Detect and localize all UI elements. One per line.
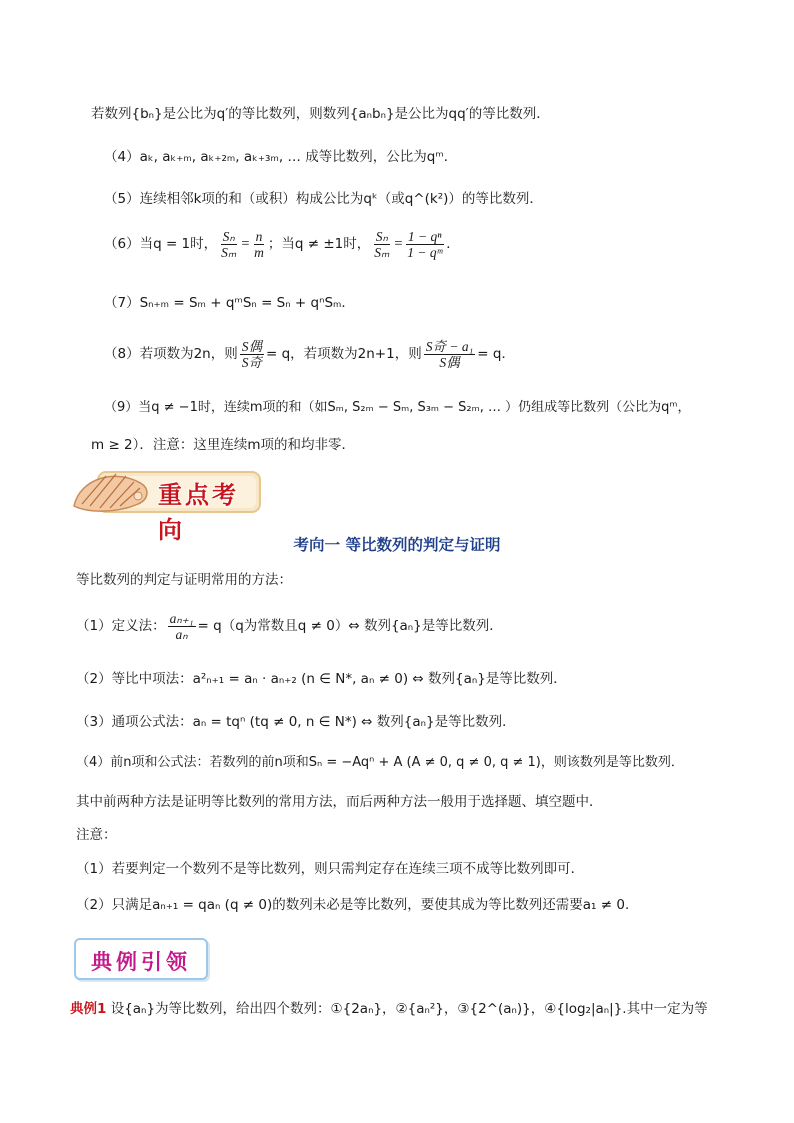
example-1-text: 设{aₙ}为等比数列，给出四个数列：①{2aₙ}，②{aₙ²}，③{2^(aₙ)}，④{log₂|aₙ|}.其中一定为等 bbox=[106, 1001, 708, 1017]
method-partial-sum: （4）前n项和公式法：若数列的前n项和Sₙ = −Aqⁿ + A (A ≠ 0, q ≠ 0, q ≠ 1)，则该数列是等比数列． bbox=[76, 755, 684, 770]
example-heading-box bbox=[74, 938, 208, 980]
method-geometric-mean: （2）等比中项法：a²ₙ₊₁ = aₙ · aₙ₊₂ (n ∈ N*, aₙ ≠ 0) ⇔ 数列{aₙ}是等比数列． bbox=[76, 671, 567, 687]
fraction-numerator: Sₙ bbox=[375, 228, 388, 244]
shell-icon bbox=[68, 466, 158, 516]
item-8-middle: = q，若项数为2n+1，则 bbox=[265, 346, 422, 362]
fraction-numerator: Sₙ bbox=[222, 228, 235, 244]
item-8-suffix: = q． bbox=[477, 346, 515, 362]
fraction-numerator: n bbox=[255, 228, 263, 244]
text-line-item-7: （7）Sₙ₊ₘ = Sₘ + qᵐSₙ = Sₙ + qⁿSₘ． bbox=[104, 295, 355, 311]
equals-sign: = bbox=[393, 236, 404, 252]
text-line-item-9-cont: m ≥ 2）．注意：这里连续m项的和均非零． bbox=[91, 437, 356, 453]
note-label: 注意： bbox=[76, 827, 117, 843]
text-line-item-9: （9）当q ≠ −1时，连续m项的和（如Sₘ, S₂ₘ − Sₘ, S₃ₘ − S₂ₘ, … ）仍组成等比数列（公比为qᵐ， bbox=[104, 400, 691, 415]
method-1-suffix: = q（q为常数且q ≠ 0）⇔ 数列{aₙ}是等比数列． bbox=[197, 618, 503, 634]
text-line-item-5: （5）连续相邻k项的和（或积）构成公比为qᵏ（或q^(k²)）的等比数列． bbox=[104, 191, 543, 207]
note-2: （2）只满足aₙ₊₁ = qaₙ (q ≠ 0)的数列未必是等比数列，要使其成为等比数列还需要a₁ ≠ 0. bbox=[76, 897, 630, 913]
fraction-numerator: 1 − qⁿ bbox=[407, 228, 442, 244]
text-line-item-6: （6）当q = 1时， $\frac{\text{Sₙ}}{\text{Sₘ}}$ = $\frac{n}{m}$ ；当q ≠ ±1时， $\frac{\text{Sₙ}}{\text{Sₘ}}$ = $\frac{\text{1 − qⁿ}}{\text{1 − qᵐ}}$ ． bbox=[104, 228, 460, 260]
fraction-sn-over-sm-2 bbox=[372, 229, 391, 260]
fraction-denominator: S偶 bbox=[439, 354, 460, 370]
fraction-ratio-powers bbox=[405, 229, 444, 260]
item-8-prefix: （8）若项数为2n，则 bbox=[104, 346, 238, 362]
methods-intro: 等比数列的判定与证明常用的方法： bbox=[76, 572, 292, 588]
item-6-middle: ；当q ≠ ±1时， bbox=[267, 236, 371, 252]
fraction-denominator: Sₘ bbox=[374, 244, 390, 260]
example-1-label: 典例1 bbox=[70, 1001, 107, 1017]
item-6-prefix: （6）当q = 1时， bbox=[104, 236, 218, 252]
fraction-numerator: aₙ₊₁ bbox=[169, 610, 194, 626]
fraction-an1-over-an bbox=[168, 611, 196, 642]
section-title: 考向一 等比数列的判定与证明 bbox=[293, 536, 501, 554]
method-general-term: （3）通项公式法：aₙ = tqⁿ (tq ≠ 0, n ∈ N*) ⇔ 数列{aₙ}是等比数列． bbox=[76, 714, 516, 730]
fraction-even-over-odd bbox=[240, 339, 264, 370]
equals-sign: = bbox=[240, 236, 251, 252]
methods-summary: 其中前两种方法是证明等比数列的常用方法，而后两种方法一般用于选择题、填空题中． bbox=[76, 794, 603, 810]
fraction-numerator: S偶 bbox=[241, 338, 262, 354]
example-1-line bbox=[70, 1000, 708, 1018]
fraction-odd-minus-a1-over-even bbox=[424, 339, 476, 370]
fraction-numerator: S奇 − a₁ bbox=[425, 338, 474, 354]
key-topic-banner bbox=[68, 466, 264, 544]
example-heading-title: 典例引领 bbox=[91, 949, 191, 974]
method-1-prefix: （1）定义法： bbox=[76, 618, 166, 634]
fraction-denominator: m bbox=[254, 244, 264, 260]
fraction-sn-over-sm bbox=[219, 229, 238, 260]
text-line-item-8 bbox=[104, 336, 515, 372]
method-definition bbox=[76, 606, 503, 646]
banner-title: 重点考向 bbox=[158, 480, 239, 544]
text-line-item-4: （4）aₖ, aₖ₊ₘ, aₖ₊₂ₘ, aₖ₊₃ₘ, … 成等比数列，公比为qᵐ． bbox=[104, 149, 458, 165]
text-line-1: 若数列{bₙ}是公比为q′的等比数列，则数列{aₙbₙ}是公比为qq′的等比数列． bbox=[91, 106, 550, 122]
fraction-denominator: aₙ bbox=[175, 626, 188, 642]
fraction-denominator: S奇 bbox=[241, 354, 262, 370]
note-1: （1）若要判定一个数列不是等比数列，则只需判定存在连续三项不成等比数列即可． bbox=[76, 861, 585, 877]
fraction-denominator: Sₘ bbox=[221, 244, 237, 260]
fraction-n-over-m bbox=[252, 229, 266, 260]
fraction-denominator: 1 − qᵐ bbox=[407, 244, 443, 260]
